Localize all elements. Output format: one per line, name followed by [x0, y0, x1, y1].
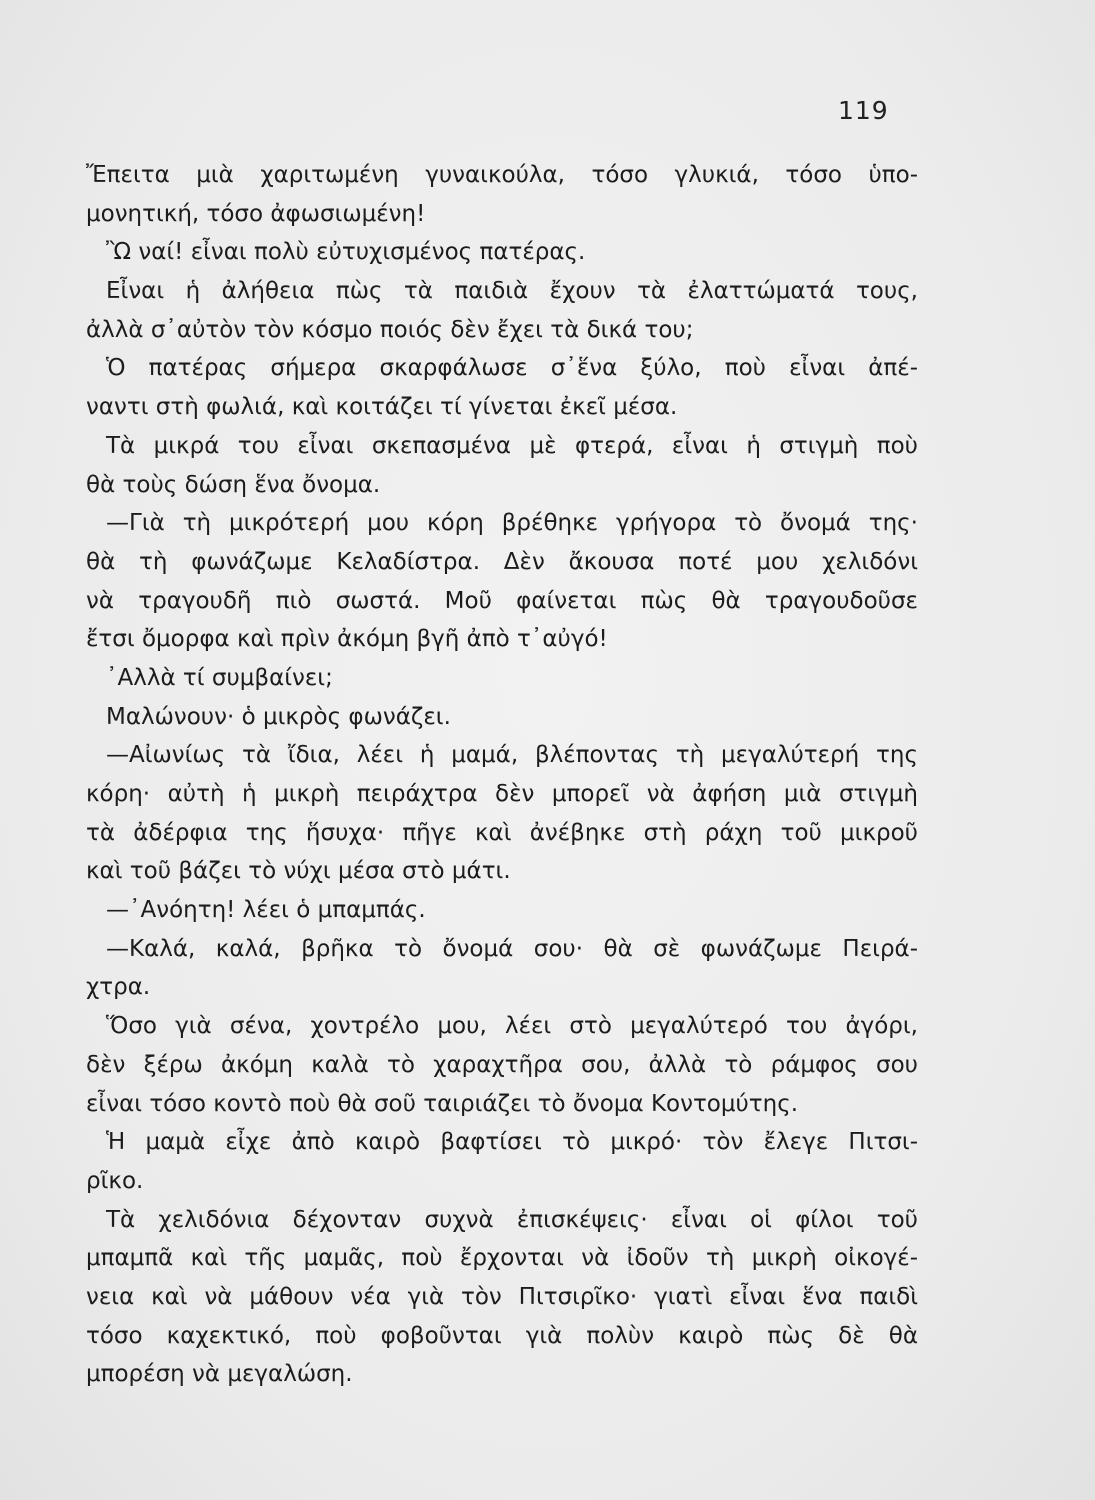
body-text	[86, 156, 918, 1394]
text-line: Εἶναι ἡ ἀλήθεια πὼς τὰ παιδιὰ ἔχουν τὰ ἐλαττώματά τους,	[106, 278, 918, 305]
text-line: ναντι στὴ φωλιά, καὶ κοιτάζει τί γίνεται ἐκεῖ μέσα.	[86, 394, 678, 421]
text-line: Ἡ μαμὰ εἶχε ἀπὸ καιρὸ βαφτίσει τὸ μικρό· τὸν ἔλεγε Πιτσι-	[106, 1129, 918, 1156]
text-line: νεια καὶ νὰ μάθουν νέα γιὰ τὸν Πιτσιρῖκο· γιατὶ εἶναι ἕνα παιδὶ	[86, 1283, 918, 1310]
text-line: μπαμπᾶ καὶ τῆς μαμᾶς, ποὺ ἔρχονται νὰ ἰδοῦν τὴ μικρὴ οἰκογέ-	[86, 1245, 918, 1272]
text-line: καὶ τοῦ βάζει τὸ νύχι μέσα στὸ μάτι.	[86, 858, 511, 885]
text-line: ἔτσι ὄμορφα καὶ πρὶν ἀκόμη βγῆ ἀπὸ τ᾽αὐγό!	[86, 626, 608, 653]
text-line: —Αἰωνίως τὰ ἴδια, λέει ἡ μαμά, βλέποντας τὴ μεγαλύτερή της	[106, 742, 918, 769]
text-line: τὰ ἀδέρφια της ἥσυχα· πῆγε καὶ ἀνέβηκε στὴ ράχη τοῦ μικροῦ	[86, 819, 918, 846]
text-line: Ἔπειτα μιὰ χαριτωμένη γυναικούλα, τόσο γλυκιά, τόσο ὑπο-	[86, 162, 918, 188]
text-line: κόρη· αὐτὴ ἡ μικρὴ πειράχτρα δὲν μπορεῖ νὰ ἀφήση μιὰ στιγμὴ	[86, 781, 918, 807]
text-line: Ὁ πατέρας σήμερα σκαρφάλωσε σ᾽ἕνα ξύλο, ποὺ εἶναι ἀπέ-	[106, 355, 918, 382]
text-line: Τὰ μικρά του εἶναι σκεπασμένα μὲ φτερά, εἶναι ἡ στιγμὴ ποὺ	[106, 432, 918, 459]
text-line: δὲν ξέρω ἀκόμη καλὰ τὸ χαραχτῆρα σου, ἀλλὰ τὸ ράμφος σου	[86, 1051, 918, 1078]
text-line: ρῖκο.	[86, 1167, 144, 1194]
text-line: τόσο καχεκτικό, ποὺ φοβοῦνται γιὰ πολὺν καιρὸ πὼς δὲ θὰ	[86, 1322, 918, 1349]
text-line: ᾽Αλλὰ τί συμβαίνει;	[106, 664, 333, 691]
text-line: —᾽Ανόητη! λέει ὁ μπαμπάς.	[106, 897, 426, 924]
text-line: —Γιὰ τὴ μικρότερή μου κόρη βρέθηκε γρήγορα τὸ ὄνομά της·	[106, 510, 918, 537]
text-line: —Καλά, καλά, βρῆκα τὸ ὄνομά σου· θὰ σὲ φωνάζωμε Πειρά-	[106, 935, 918, 962]
text-line: θὰ τὴ φωνάζωμε Κελαδίστρα. Δὲν ἄκουσα ποτέ μου χελιδόνι	[86, 548, 918, 575]
text-line: ἀλλὰ σ᾽αὐτὸν τὸν κόσμο ποιός δὲν ἔχει τὰ δικά του;	[86, 316, 694, 343]
text-line: θὰ τοὺς δώση ἕνα ὄνομα.	[86, 471, 381, 498]
text-line: Μαλώνουν· ὁ μικρὸς φωνάζει.	[106, 703, 451, 730]
text-line: μπορέση νὰ μεγαλώση.	[86, 1361, 353, 1388]
text-line: Ὢ ναί! εἶναι πολὺ εὐτυχισμένος πατέρας.	[106, 239, 586, 266]
page-number: 119	[838, 96, 889, 125]
text-line: Τὰ χελιδόνια δέχονταν συχνὰ ἐπισκέψεις· εἶναι οἱ φίλοι τοῦ	[106, 1206, 918, 1233]
text-line: Ὅσο γιὰ σένα, χοντρέλο μου, λέει στὸ μεγαλύτερό του ἀγόρι,	[106, 1013, 918, 1040]
text-line: εἶναι τόσο κοντὸ ποὺ θὰ σοῦ ταιριάζει τὸ ὄνομα Κοντομύτης.	[86, 1090, 799, 1117]
text-line: νὰ τραγουδῆ πιὸ σωστά. Μοῦ φαίνεται πὼς θὰ τραγουδοῦσε	[86, 587, 918, 614]
text-line: μονητική, τόσο ἀφωσιωμένη!	[86, 200, 426, 227]
text-line: χτρα.	[86, 974, 151, 1001]
